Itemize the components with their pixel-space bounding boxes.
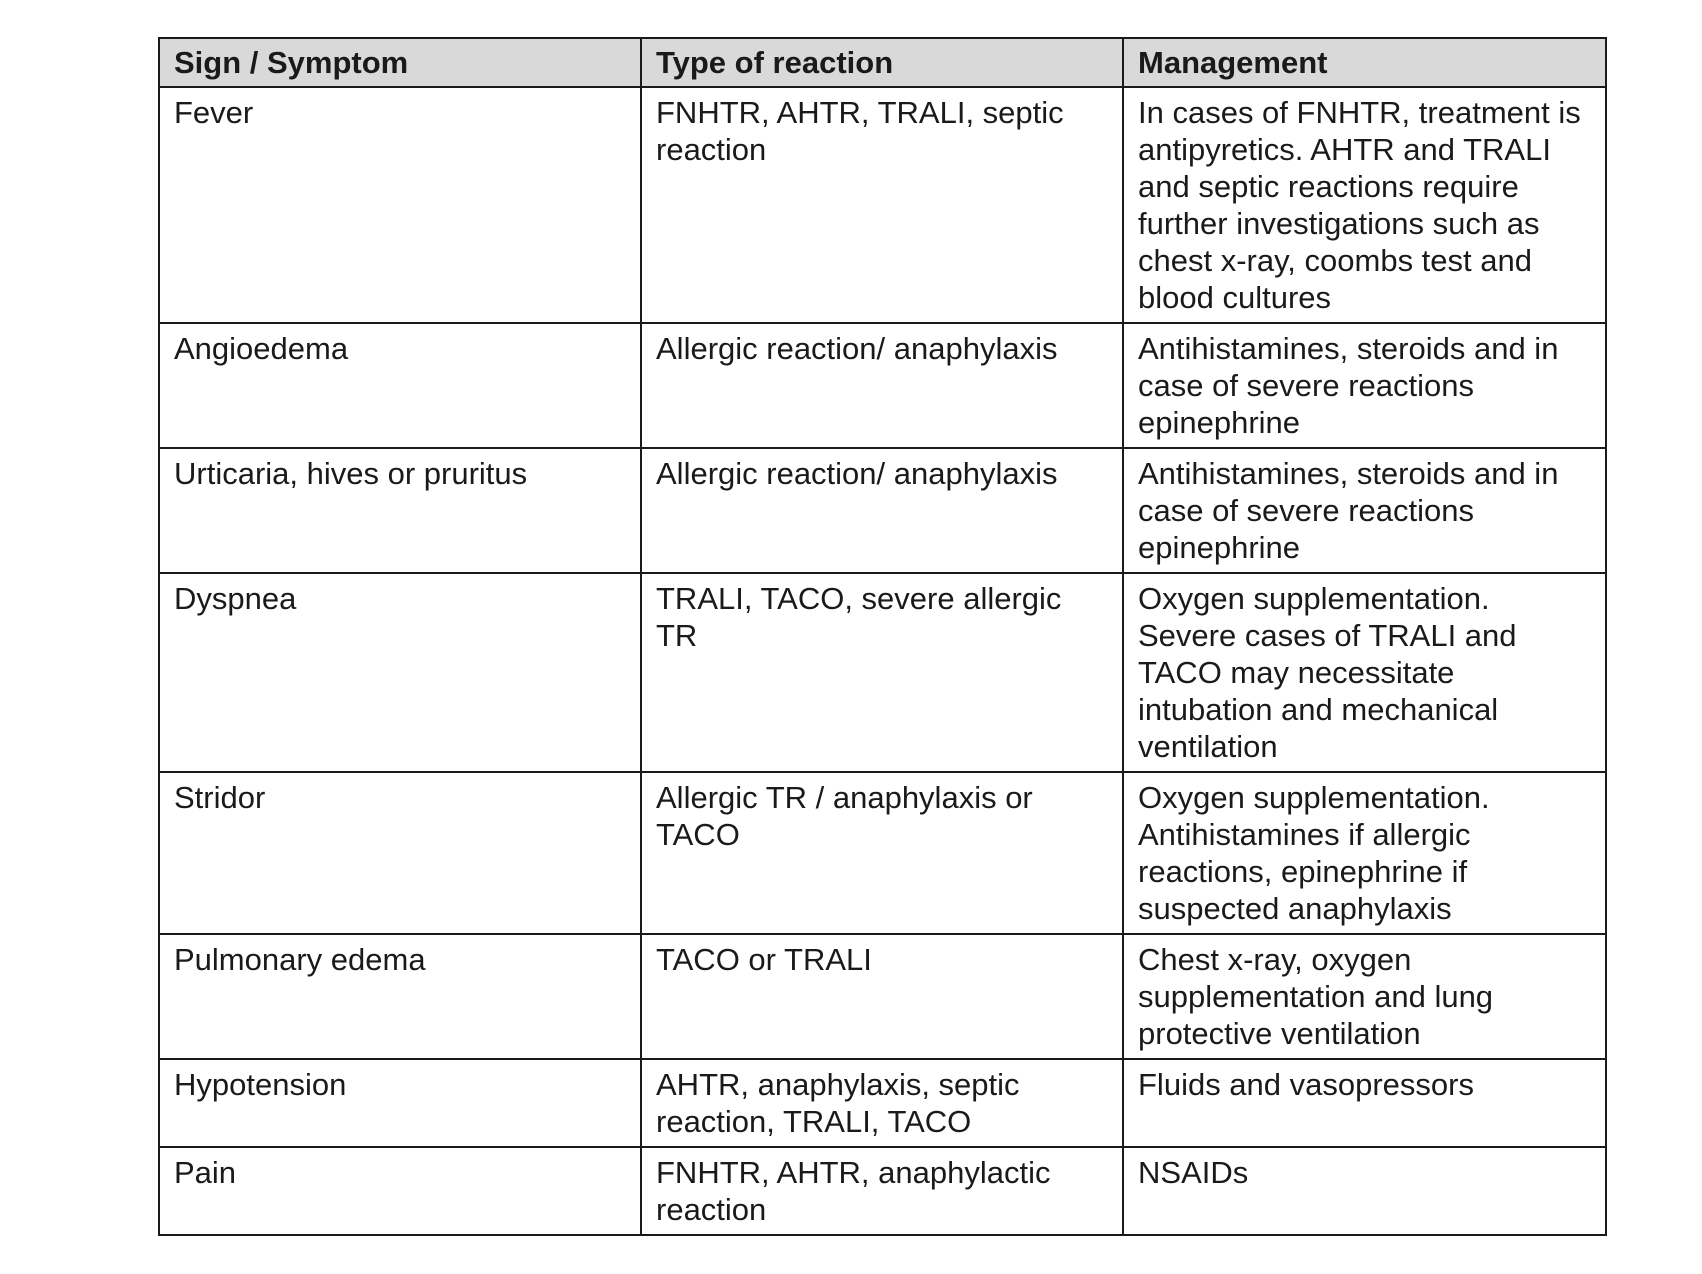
cell-type-of-reaction: Allergic TR / anaphylaxis or TACO bbox=[641, 772, 1123, 934]
reaction-management-table bbox=[158, 37, 1607, 1236]
cell-management: Antihistamines, steroids and in case of severe reactions epinephrine bbox=[1123, 448, 1606, 573]
table-row bbox=[159, 323, 1606, 448]
cell-management: Oxygen supplementation. Severe cases of TRALI and TACO may necessitate intubation and mechanical ventilation bbox=[1123, 573, 1606, 772]
cell-sign-symptom: Hypotension bbox=[159, 1059, 641, 1147]
cell-type-of-reaction: FNHTR, AHTR, anaphylactic reaction bbox=[641, 1147, 1123, 1235]
table-row bbox=[159, 448, 1606, 573]
cell-type-of-reaction: FNHTR, AHTR, TRALI, septic reaction bbox=[641, 87, 1123, 323]
header-management: Management bbox=[1123, 38, 1606, 87]
table-row bbox=[159, 1059, 1606, 1147]
table-row bbox=[159, 1147, 1606, 1235]
table-row bbox=[159, 934, 1606, 1059]
cell-type-of-reaction: Allergic reaction/ anaphylaxis bbox=[641, 448, 1123, 573]
cell-management: Antihistamines, steroids and in case of severe reactions epinephrine bbox=[1123, 323, 1606, 448]
cell-sign-symptom: Stridor bbox=[159, 772, 641, 934]
cell-sign-symptom: Pain bbox=[159, 1147, 641, 1235]
cell-type-of-reaction: TACO or TRALI bbox=[641, 934, 1123, 1059]
cell-management: Oxygen supplementation. Antihistamines if allergic reactions, epinephrine if suspected anaphylaxis bbox=[1123, 772, 1606, 934]
header-sign-symptom: Sign / Symptom bbox=[159, 38, 641, 87]
cell-management: Chest x-ray, oxygen supplementation and lung protective ventilation bbox=[1123, 934, 1606, 1059]
cell-sign-symptom: Fever bbox=[159, 87, 641, 323]
cell-sign-symptom: Pulmonary edema bbox=[159, 934, 641, 1059]
cell-sign-symptom: Urticaria, hives or pruritus bbox=[159, 448, 641, 573]
cell-management: Fluids and vasopressors bbox=[1123, 1059, 1606, 1147]
table-row bbox=[159, 573, 1606, 772]
cell-type-of-reaction: TRALI, TACO, severe allergic TR bbox=[641, 573, 1123, 772]
cell-management: NSAIDs bbox=[1123, 1147, 1606, 1235]
cell-sign-symptom: Angioedema bbox=[159, 323, 641, 448]
cell-sign-symptom: Dyspnea bbox=[159, 573, 641, 772]
table-header-row bbox=[159, 38, 1606, 87]
table-row bbox=[159, 772, 1606, 934]
cell-type-of-reaction: Allergic reaction/ anaphylaxis bbox=[641, 323, 1123, 448]
cell-management: In cases of FNHTR, treatment is antipyretics. AHTR and TRALI and septic reactions require further investigations such as chest x-ray, coombs test and blood cultures bbox=[1123, 87, 1606, 323]
header-type-of-reaction: Type of reaction bbox=[641, 38, 1123, 87]
table-row bbox=[159, 87, 1606, 323]
cell-type-of-reaction: AHTR, anaphylaxis, septic reaction, TRALI, TACO bbox=[641, 1059, 1123, 1147]
